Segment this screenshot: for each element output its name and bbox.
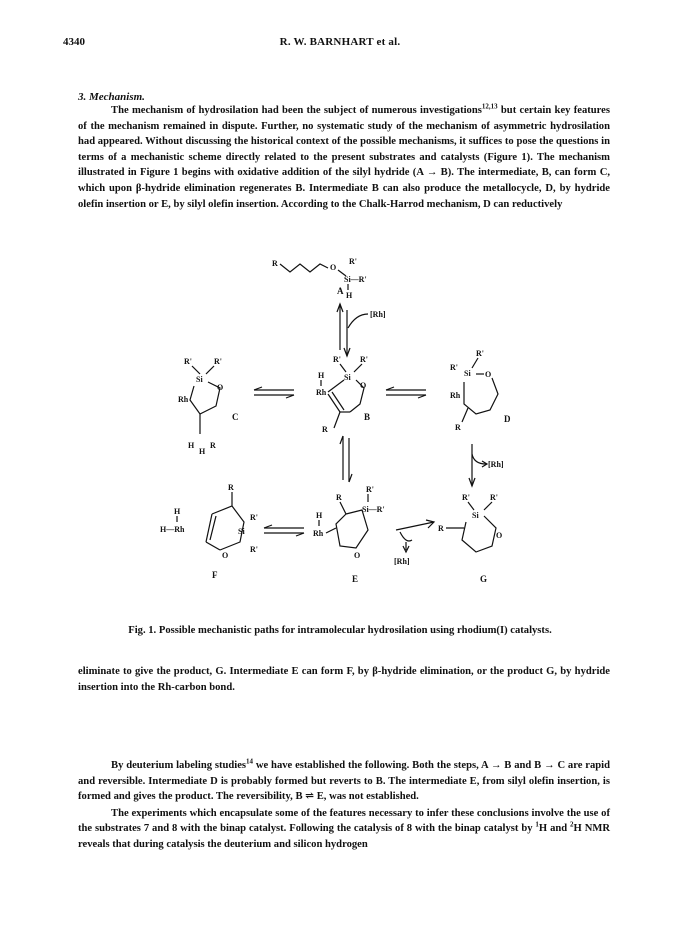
compound-label-c: C [232, 412, 239, 422]
atom-r: R [438, 524, 444, 533]
running-title: R. W. BARNHART et al. [279, 36, 401, 48]
atom-si-r-prime: Si—R' [344, 275, 367, 284]
page-number: 4340 [63, 36, 85, 48]
paragraph-1 [78, 103, 610, 212]
atom-si: Si [196, 375, 203, 384]
compound-label-a: A [337, 286, 344, 296]
atom-rh: Rh [316, 388, 327, 397]
paragraph-3-text-a: By deuterium labeling studies [111, 760, 247, 771]
atom-r: R [455, 423, 461, 432]
compound-d [450, 349, 511, 432]
isotope-1: 1 [535, 820, 539, 829]
atom-r-prime: R' [250, 513, 258, 522]
atom-h: H [174, 507, 181, 516]
atom-si: Si [238, 527, 245, 536]
paragraph-2-text: eliminate to give the product, G. Intermediate E can form F, by β-hydride elimination, or the product G, by hydride insertion into the Rh-carbon bond. [78, 666, 610, 693]
atom-r-prime: R' [349, 257, 357, 266]
atom-r: R [322, 425, 328, 434]
atom-rh: Rh [450, 391, 461, 400]
atom-o: O [330, 263, 337, 272]
atom-r-prime: R' [360, 355, 368, 364]
atom-r-prime: R' [333, 355, 341, 364]
compound-e [313, 485, 385, 584]
catalyst-label: [Rh] [394, 557, 410, 566]
atom-h: H [318, 371, 325, 380]
paragraph-1-text-b: but certain key features of the mechanism remained in dispute. Further, no systematic study of the mechanism of asymmetric hydrosilation had appeared. Without discussing the historical context of the possible mechanisms, it suffices to pose the questions in terms of a mechanistic scheme directly related to the present substrates and catalysts (Figure 1). The mechanism illustrated in Figure 1 begins with oxidative addition of the silyl hydride (A → B). The intermediate, B, can form C, which upon β-hydride elimination regenerates B. Intermediate B can also produce the metallocycle, D, by hydride olefin insertion or E, by silyl olefin insertion. According to the Chalk-Harrod mechanism, D can reductively [78, 105, 610, 210]
paragraph-3-text-b: we have established the following. Both the steps, A → B and B → C are rapid and reversible. Intermediate D is probably formed but reverts to B. The intermediate E, from silyl olefin insertion, is formed and gives the product. The reversibility, B ⇌ E, was not established. [78, 760, 610, 803]
atom-r: R [210, 441, 216, 450]
paragraph-3 [78, 758, 610, 853]
atom-o: O [485, 370, 492, 379]
atom-r-prime: R' [184, 357, 192, 366]
atom-o: O [496, 531, 503, 540]
paragraph-4-text-c: H NMR reveals that during catalysis the deuterium and silicon hydrogen [78, 823, 610, 850]
atom-o: O [360, 381, 367, 390]
atom-r: R [272, 259, 278, 268]
citation-ref: 12,13 [481, 102, 498, 111]
paragraph-4-text-b: H and [538, 823, 571, 835]
atom-si: Si [472, 511, 479, 520]
equilibrium-c-b [254, 387, 294, 398]
atom-rh: Rh [313, 529, 324, 538]
atom-o: O [354, 551, 361, 560]
atom-r: R [336, 493, 342, 502]
arrow-d-g [469, 444, 504, 486]
atom-h: H [188, 441, 195, 450]
compound-a [272, 257, 367, 300]
compound-c [178, 357, 239, 456]
section-heading: 3. Mechanism. [78, 91, 145, 103]
atom-r-prime: R' [214, 357, 222, 366]
compound-label-f: F [212, 570, 218, 580]
equilibrium-f-e [264, 525, 304, 536]
equilibrium-b-e [340, 436, 352, 482]
compound-label-d: D [504, 414, 511, 424]
paragraph-1-text-a: The mechanism of hydrosilation had been the subject of numerous investigations [111, 105, 482, 116]
equilibrium-a-b [337, 304, 386, 356]
atom-r-prime: R' [450, 363, 458, 372]
compound-label-e: E [352, 574, 359, 584]
atom-r-prime: R' [476, 349, 484, 358]
atom-o: O [217, 383, 224, 392]
atom-r-prime: R' [462, 493, 470, 502]
atom-r-prime: R' [366, 485, 374, 494]
atom-si: Si [344, 373, 351, 382]
atom-o: O [222, 551, 229, 560]
atom-r-prime: R' [490, 493, 498, 502]
atom-h: H [346, 291, 353, 300]
atom-si-r-prime: Si—R' [362, 505, 385, 514]
atom-si: Si [464, 369, 471, 378]
figure-caption: Fig. 1. Possible mechanistic paths for intramolecular hydrosilation using rhodium(I) catalysts. [128, 625, 552, 636]
citation-ref: 14 [246, 757, 254, 766]
catalyst-label: [Rh] [370, 310, 386, 319]
mechanism-diagram [150, 252, 530, 592]
figure-1-scheme [150, 252, 530, 592]
atom-r-prime: R' [250, 545, 258, 554]
compound-label-g: G [480, 574, 488, 584]
paragraph-2 [78, 664, 610, 695]
arrow-e-g [394, 520, 434, 566]
isotope-2: 2 [570, 820, 574, 829]
atom-rh: Rh [178, 395, 189, 404]
paragraph-4-text-a: The experiments which encapsulate some of the features necessary to infer these conclusions involve the use of the substrates 7 and 8 with the binap catalyst. Following the catalysis of 8 with the binap catalyst by [78, 807, 610, 835]
atom-h: H [199, 447, 206, 456]
atom-h-rh: H—Rh [160, 525, 185, 534]
compound-label-b: B [364, 412, 371, 422]
compound-g [438, 493, 502, 584]
catalyst-label: [Rh] [488, 460, 504, 469]
compound-b [316, 355, 370, 434]
atom-h: H [316, 511, 323, 520]
atom-r: R [228, 483, 234, 492]
compound-f [160, 483, 258, 580]
equilibrium-b-d [386, 387, 426, 398]
